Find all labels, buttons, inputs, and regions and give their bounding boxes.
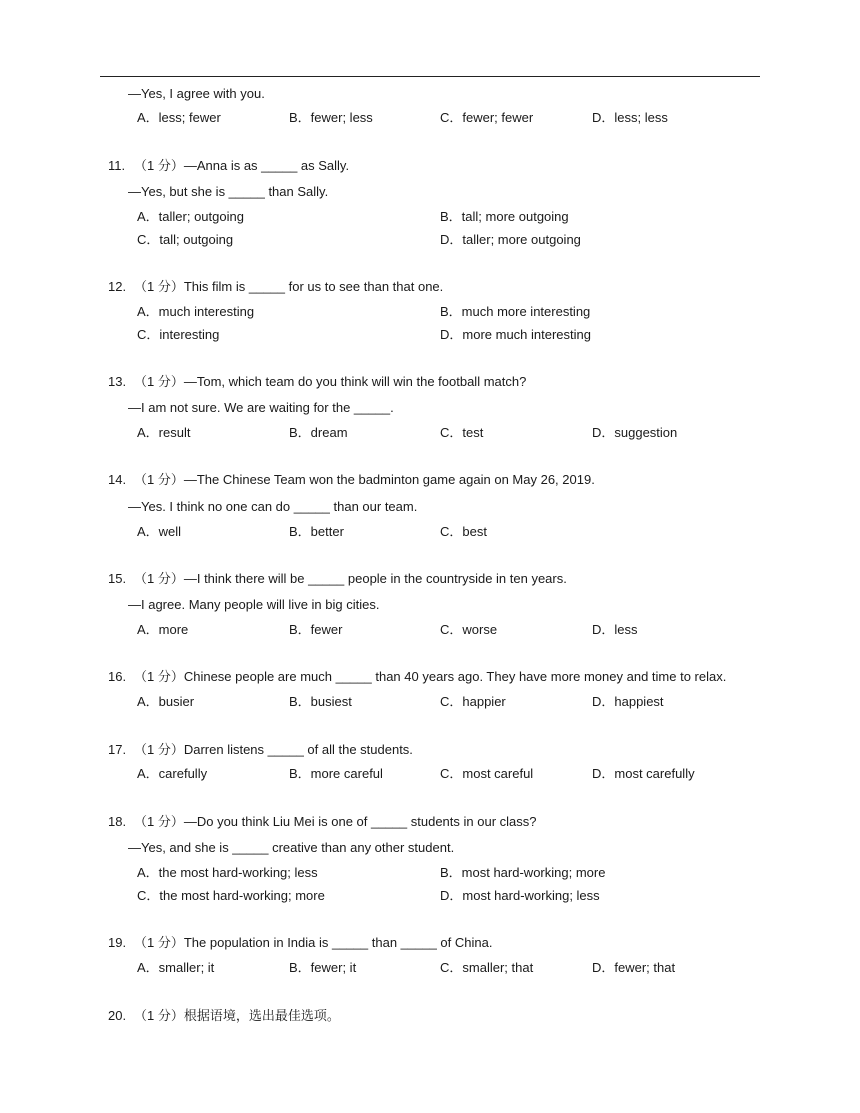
q15-stem-line2: —I agree. Many people will live in big cities.	[128, 597, 380, 612]
q17-number: 17.	[108, 742, 127, 757]
q14-option-b[interactable]: B．better	[289, 524, 344, 539]
q19-option-b[interactable]: B．fewer; it	[289, 960, 357, 975]
q17-option-a[interactable]: A．carefully	[137, 766, 208, 781]
q12-stem: （1 分）This film is _____ for us to see than that one.	[134, 279, 444, 294]
q14-stem: （1 分）—The Chinese Team won the badminton game again on May 26, 2019.	[134, 472, 595, 487]
q15-option-d[interactable]: D．less	[592, 622, 638, 637]
q11-option-a[interactable]: A．taller; outgoing	[137, 209, 244, 224]
q16-option-d[interactable]: D．happiest	[592, 694, 664, 709]
q13-option-a[interactable]: A．result	[137, 425, 191, 440]
q17-stem: （1 分）Darren listens _____ of all the students.	[134, 742, 413, 757]
q11-stem: （1 分）—Anna is as _____ as Sally.	[134, 158, 350, 173]
q12-option-c[interactable]: C．interesting	[137, 327, 220, 342]
q10-answer-line: —Yes, I agree with you.	[128, 86, 265, 101]
q20-stem: （1 分）根据语境，选出最佳选项。	[134, 1008, 340, 1023]
q10-option-c[interactable]: C．fewer; fewer	[440, 110, 534, 125]
q11-option-c[interactable]: C．tall; outgoing	[137, 232, 234, 247]
q13-option-c[interactable]: C．test	[440, 425, 484, 440]
q18-option-c[interactable]: C．the most hard-working; more	[137, 888, 325, 903]
q12-option-d[interactable]: D．more much interesting	[440, 327, 591, 342]
q15-stem: （1 分）—I think there will be _____ people in the countryside in ten years.	[134, 571, 567, 586]
q15-option-c[interactable]: C．worse	[440, 622, 498, 637]
q17-option-d[interactable]: D．most carefully	[592, 766, 695, 781]
q16-option-c[interactable]: C．happier	[440, 694, 506, 709]
q10-option-a[interactable]: A．less; fewer	[137, 110, 221, 125]
q18-stem: （1 分）—Do you think Liu Mei is one of _____ students in our class?	[134, 814, 537, 829]
header-rule	[100, 76, 760, 77]
q11-option-d[interactable]: D．taller; more outgoing	[440, 232, 581, 247]
q13-number: 13.	[108, 374, 127, 389]
q18-option-b[interactable]: B．most hard-working; more	[440, 865, 606, 880]
q16-option-b[interactable]: B．busiest	[289, 694, 352, 709]
q19-option-d[interactable]: D．fewer; that	[592, 960, 676, 975]
q13-option-b[interactable]: B．dream	[289, 425, 348, 440]
q12-option-b[interactable]: B．much more interesting	[440, 304, 591, 319]
q18-number: 18.	[108, 814, 127, 829]
q19-option-a[interactable]: A．smaller; it	[137, 960, 215, 975]
q13-option-d[interactable]: D．suggestion	[592, 425, 678, 440]
q16-stem: （1 分）Chinese people are much _____ than 40 years ago. They have more money and time to relax.	[134, 669, 727, 684]
q18-stem-line2: —Yes, and she is _____ creative than any other student.	[128, 840, 455, 855]
q18-option-d[interactable]: D．most hard-working; less	[440, 888, 600, 903]
q10-option-d[interactable]: D．less; less	[592, 110, 668, 125]
q14-stem-line2: —Yes. I think no one can do _____ than our team.	[128, 499, 418, 514]
q12-option-a[interactable]: A．much interesting	[137, 304, 255, 319]
q11-stem-line2: —Yes, but she is _____ than Sally.	[128, 184, 329, 199]
q15-number: 15.	[108, 571, 127, 586]
q20-number: 20.	[108, 1008, 127, 1023]
q12-number: 12.	[108, 279, 127, 294]
q13-stem: （1 分）—Tom, which team do you think will win the football match?	[134, 374, 527, 389]
q17-option-c[interactable]: C．most careful	[440, 766, 534, 781]
q19-stem: （1 分）The population in India is _____ than _____ of China.	[134, 935, 493, 950]
q11-option-b[interactable]: B．tall; more outgoing	[440, 209, 569, 224]
q13-stem-line2: —I am not sure. We are waiting for the _____.	[128, 400, 394, 415]
q15-option-a[interactable]: A．more	[137, 622, 189, 637]
q10-option-b[interactable]: B．fewer; less	[289, 110, 373, 125]
q18-option-a[interactable]: A．the most hard-working; less	[137, 865, 318, 880]
q17-option-b[interactable]: B．more careful	[289, 766, 383, 781]
q14-option-c[interactable]: C．best	[440, 524, 487, 539]
q11-number: 11.	[108, 158, 126, 173]
q19-number: 19.	[108, 935, 127, 950]
q16-option-a[interactable]: A．busier	[137, 694, 195, 709]
q15-option-b[interactable]: B．fewer	[289, 622, 343, 637]
q16-number: 16.	[108, 669, 127, 684]
q14-option-a[interactable]: A．well	[137, 524, 182, 539]
q14-number: 14.	[108, 472, 127, 487]
q19-option-c[interactable]: C．smaller; that	[440, 960, 534, 975]
